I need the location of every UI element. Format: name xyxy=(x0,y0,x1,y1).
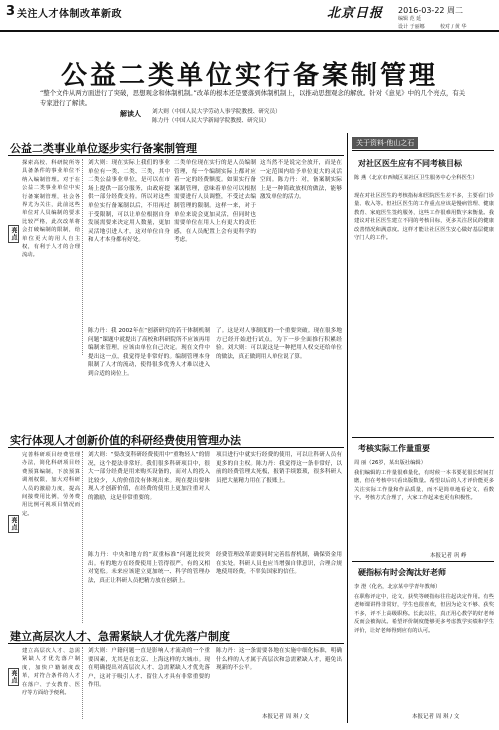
sidebar-item-1-title: 对社区医生应有不同考核目标 xyxy=(358,159,462,168)
sidebar-item-2-signature: 本报记者 巩 峥 xyxy=(430,553,467,559)
section-3-body-col2: 陈力丹：这一条需要各地在实施中细化标准，明确什么样的人才属于高层次和急需紧缺人才，避免出现新的不公平。 xyxy=(216,648,342,672)
section-2-highlight-box xyxy=(22,451,83,623)
section-1-body-col3: 这当然不是说完全放开，而是在一定范围内给予单位更大的灵活空间。陈力丹：对，备案制实际上是一种简政放权的做法，能够激发单位的活力。 xyxy=(260,160,342,201)
sidebar-banner: 关于资料·他山之石 xyxy=(352,137,418,149)
section-1-highlight-text: 探索高校、科研院所等具备条件的事业单位不纳入编制管理。对于在公益二类事业单位中实行备案制管理，社会各界尤为关注，此前这些单位对人员编制的要求比较严格，此次改革将会打破编制的限制，给单位更大的用人自主权，有利于人才的合理流动。 xyxy=(22,160,80,259)
section-1-title: 公益二类事业单位逐步实行备案制管理 xyxy=(10,142,197,155)
sidebar-item-3-signature: 本报记者 周 琪 / 文 xyxy=(412,714,460,720)
sidebar-rule-3 xyxy=(352,561,494,562)
section-2-body-col2: 项目进行中就实行经费的使用，可以让科研人员有更多的自主权。陈力丹：我觉得这一条非常好，以前的经费管理太死板，报销手续繁琐，很多科研人员把大量精力用在了报账上。 xyxy=(216,452,342,484)
section-2-highlight-text: 完善科研项目经费管理办法，简化科研项目经费预算编制，下放预算调剂权限，加大对科研人员的激励力度，提高间接费用比例，劳务费用比例可视项目情况而定。 xyxy=(22,452,80,517)
sidebar-top-rule xyxy=(352,150,494,151)
section-3-signature: 本报记者 周 琪 / 文 xyxy=(262,714,310,720)
section-2-title: 实行体现人才创新价值的科研经费使用管理办法 xyxy=(10,434,241,447)
editor-credit: 编辑 范 延 xyxy=(398,16,422,22)
sidebar-item-2-title: 考核实际工作量重要 xyxy=(358,444,430,453)
sidebar-item-3-title: 硬指标有时会淘汰好老师 xyxy=(358,568,446,577)
section-1-rule xyxy=(8,155,344,156)
section-3-rule xyxy=(8,643,344,644)
section-3-highlight-tag: 亮点 xyxy=(10,670,17,684)
section-2-body-col3: 陈力丹：中央和地方的“双重标准”问题比较突出。有的地方在经费使用上管得很严，有的又相对宽松。未来应该建立更加统一、科学的管理办法，真正让科研人员把精力放在创新上。 xyxy=(88,552,210,584)
header-rule xyxy=(0,30,499,32)
section-1-highlight-box xyxy=(22,159,83,355)
section-1-highlight-tag: 亮点 xyxy=(10,227,17,241)
sidebar-item-3-lead: 李 澄（化名，北京某中学青年教师） xyxy=(354,584,441,590)
masthead-logo: 北京日报 xyxy=(327,6,384,21)
section-3-body-col1: 刘大则：户籍问题一直是影响人才流动的一个重要因素，尤其是在北京、上海这样的大城市。现在明确提出对高层次人才、急需紧缺人才优先落户，这对于吸引人才、留住人才具有非常重要的作用。 xyxy=(88,648,210,689)
section-title: 关注人才体制改革新政 xyxy=(17,9,122,20)
sidebar-item-2-body: 我们编辑的工作量很难量化，有时候一本书要花很长时间打磨，但在考核中只看出版数量。希望以后的人才评价能更多关注实际工作量和作品质量，而不是简单地看论文、看数字。考核方式合理了，大家工作起来也更有积极性。 xyxy=(354,470,494,502)
section-3-highlight-text: 建立高层次人才、急需紧缺人才优先落户制度，加快户籍制度改革，对符合条件的人才在落户、子女教育、医疗等方面给予便利。 xyxy=(22,648,80,697)
section-1-body-col4: 陈力丹：我 2002年在“创新研究的若干体制机制问题”课题中就提出了高校和科研院所不应该再用编制来管理，应该由单位自己决定。现在文件中提出这一点，我觉得是非常好的。编制管理本身限制了人才的流动，使得很多优秀人才难以进入到合适的岗位上。 xyxy=(88,328,210,377)
sidebar-item-1-lead: 陈 燕（北京市西城区某社区卫生服务中心全科医生） xyxy=(354,175,478,181)
section-2-highlight-tag: 亮点 xyxy=(10,517,17,531)
issue-date: 2016-03-22 周二 xyxy=(398,6,464,15)
section-3-title: 建立高层次人才、急需紧缺人才优先落户制度 xyxy=(10,630,230,643)
designer-credit: 设计 于丽娜 xyxy=(398,24,425,30)
sidebar-item-3-body: 在职称评定中，论文、获奖等硬指标往往起决定作用。有些老师课讲得非常好，学生也很喜欢，但因为论文不够、获奖不多，评不上高级职称。长此以往，真正用心教学的好老师反而会被淘汰。希望评价制度能够更多考虑教学实绩和学生评价，让好老师得到应有的认可。 xyxy=(354,594,494,634)
section-3-highlight-box xyxy=(22,647,83,719)
page-number: 3 xyxy=(6,4,16,19)
interviewee-2: 陈力丹（中国人民大学新闻学院教授、研究员） xyxy=(152,118,270,124)
sidebar-rule-2 xyxy=(352,437,494,438)
section-2-rule xyxy=(8,447,344,448)
interviewer-tag: 解读人 xyxy=(120,110,141,118)
section-2-body-col4: 经费管理改革需要同时完善监督机制，确保资金用在实处。科研人员也应当增强自律意识，合理合规地使用经费，不辜负国家的信任。 xyxy=(216,552,342,576)
section-2-body-col1: 刘大则：“要改变科研经费使用中“重物轻人”的情况，这个提法非常好。我们很多科研项目中，很大一部分经费是用来购买设备的，而对人的投入比较少，人的价值没有体现出来。现在提出要体现人才创新价值，在经费的使用上更加注重对人的激励，这是非常重要的。 xyxy=(88,452,210,501)
interviewee-1: 刘大则（中国人民大学劳动人事学院教授、研究员） xyxy=(152,109,281,115)
proofreader-credit: 校对 / 黄 华 xyxy=(440,24,467,30)
sidebar-item-1-body: 现在对社区医生的考核指标和医院医生差不多，主要看门诊量、收入等。但社区医生的工作重点应该是慢病管理、健康教育、家庭医生签约服务，这些工作很难用数字来衡量。我建议对社区医生建立不同的考核目标，更多关注居民的健康改善情况和满意度。这样才能让社区医生安心做好基层健康守门人的工作。 xyxy=(354,193,494,242)
main-headline: 公益二类单位实行备案制管理 xyxy=(60,61,438,91)
lead-paragraph: “整个文件从两方面进行了突破，思想观念和体制机制。”改革的根本还是要落到体制机制上，以推动思想观念的解放。针对《意见》中的几个亮点，有关专家进行了解读。 xyxy=(40,89,466,107)
section-1-body-col2: 二类单位现在实行的是人员编制管理，每一个编制实际上都对应着一定的经费额度。如果实行备案制管理，意味着单位可以根据需要进行人员调整，不受过去编制管理的限制。这样一来，对于单位来说会更加灵活，但同时也需要单位在用人上有更大的责任感，在人员配置上会有更科学的考虑。 xyxy=(174,160,256,244)
section-1-body-col5: 了。这是对人事制度的一个重要突破。现在很多地方已经开始进行试点，为下一步全面推行积累经验。刘大则：可以说这是一种把用人权交还给单位的做法，真正做到用人单位说了算。 xyxy=(216,328,342,360)
column-divider xyxy=(347,133,348,723)
section-1-body-col1: 刘大则：现在实际上我们的事业单位有一类、二类、三类，其中二类公益事业单位，是可以在市场上提供一部分服务，由政府提供一部分经费支持。所以对这些单位实行备案制以后，不用再过于受限制，可以让单位根据自身发展需要来决定用人数量，更加灵活地引进人才，这对单位自身和人才本身都有好处。 xyxy=(88,160,170,244)
sidebar-item-2-lead: 周 丽（26岁，某出版社编辑） xyxy=(354,460,426,466)
